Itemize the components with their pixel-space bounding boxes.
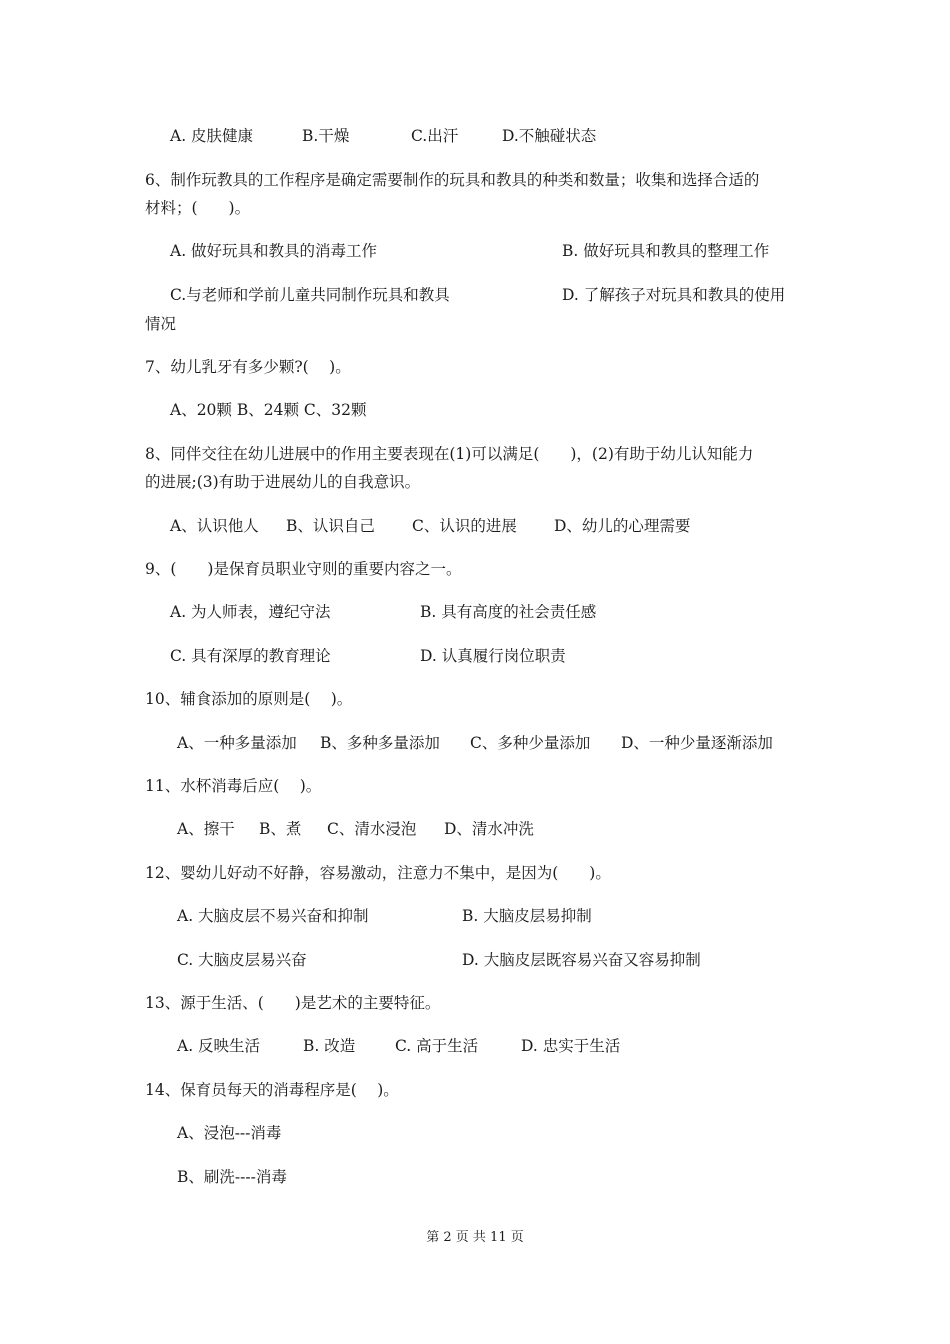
q10-option-c: C、多种少量添加 bbox=[470, 734, 591, 752]
q10-option-a: A、一种多量添加 bbox=[177, 734, 297, 752]
q8-option-b: B、认识自己 bbox=[286, 517, 375, 535]
q6-option-d: D. 了解孩子对玩具和教具的使用 bbox=[562, 286, 786, 304]
q10-option-d: D、一种少量逐渐添加 bbox=[621, 734, 773, 752]
q13-option-a: A. 反映生活 bbox=[177, 1037, 261, 1055]
q9-option-a: A. 为人师表，遵纪守法 bbox=[170, 603, 331, 621]
q7-options: A、20颗 B、24颗 C、32颗 bbox=[170, 401, 367, 419]
q9-option-b: B. 具有高度的社会责任感 bbox=[420, 603, 597, 621]
q5-option-c: C.出汗 bbox=[411, 127, 459, 145]
q11-option-b: B、煮 bbox=[259, 820, 302, 838]
q8-stem-line2: 的进展;(3)有助于进展幼儿的自我意识。 bbox=[145, 473, 421, 491]
q13-option-c: C. 高于生活 bbox=[395, 1037, 479, 1055]
q9-stem: 9、( )是保育员职业守则的重要内容之一。 bbox=[145, 560, 462, 578]
q8-option-d: D、幼儿的心理需要 bbox=[554, 517, 691, 535]
q5-option-b: B.干燥 bbox=[302, 127, 350, 145]
q13-option-b: B. 改造 bbox=[303, 1037, 356, 1055]
q14-option-a: A、浸泡---消毒 bbox=[177, 1124, 282, 1142]
q12-option-d: D. 大脑皮层既容易兴奋又容易抑制 bbox=[462, 951, 701, 969]
q8-option-c: C、认识的进展 bbox=[412, 517, 517, 535]
q11-option-d: D、清水冲洗 bbox=[444, 820, 534, 838]
q7-stem: 7、幼儿乳牙有多少颗?( )。 bbox=[145, 358, 351, 376]
q11-stem: 11、水杯消毒后应( )。 bbox=[145, 777, 322, 795]
q10-stem: 10、辅食添加的原则是( )。 bbox=[145, 690, 353, 708]
q8-option-a: A、认识他人 bbox=[170, 517, 259, 535]
q11-option-c: C、清水浸泡 bbox=[327, 820, 417, 838]
q6-option-d-continued: 情况 bbox=[145, 315, 177, 333]
q12-option-a: A. 大脑皮层不易兴奋和抑制 bbox=[177, 907, 369, 925]
q9-option-d: D. 认真履行岗位职责 bbox=[420, 647, 566, 665]
q6-option-c: C.与老师和学前儿童共同制作玩具和教具 bbox=[170, 286, 450, 304]
q6-stem-line2: 材料；( )。 bbox=[145, 199, 251, 217]
q6-stem-line1: 6、制作玩教具的工作程序是确定需要制作的玩具和教具的种类和数量；收集和选择合适的 bbox=[145, 171, 760, 189]
q14-stem: 14、保育员每天的消毒程序是( )。 bbox=[145, 1081, 399, 1099]
q6-option-b: B. 做好玩具和教具的整理工作 bbox=[562, 242, 770, 260]
q10-option-b: B、多种多量添加 bbox=[320, 734, 440, 752]
q12-option-c: C. 大脑皮层易兴奋 bbox=[177, 951, 307, 969]
q5-option-a: A. 皮肤健康 bbox=[170, 127, 254, 145]
q8-stem-line1: 8、同伴交往在幼儿进展中的作用主要表现在(1)可以满足( )，(2)有助于幼儿认知能力 bbox=[145, 445, 754, 463]
q6-option-a: A. 做好玩具和教具的消毒工作 bbox=[170, 242, 378, 260]
q5-option-d: D.不触碰状态 bbox=[502, 127, 597, 145]
page-number-footer: 第 2 页 共 11 页 bbox=[426, 1230, 524, 1245]
q12-option-b: B. 大脑皮层易抑制 bbox=[462, 907, 592, 925]
q12-stem: 12、婴幼儿好动不好静，容易激动，注意力不集中，是因为( )。 bbox=[145, 864, 611, 882]
q13-option-d: D. 忠实于生活 bbox=[521, 1037, 621, 1055]
q14-option-b: B、刷洗----消毒 bbox=[177, 1168, 287, 1186]
q9-option-c: C. 具有深厚的教育理论 bbox=[170, 647, 331, 665]
q13-stem: 13、源于生活、( )是艺术的主要特征。 bbox=[145, 994, 441, 1012]
q11-option-a: A、擦干 bbox=[177, 820, 235, 838]
